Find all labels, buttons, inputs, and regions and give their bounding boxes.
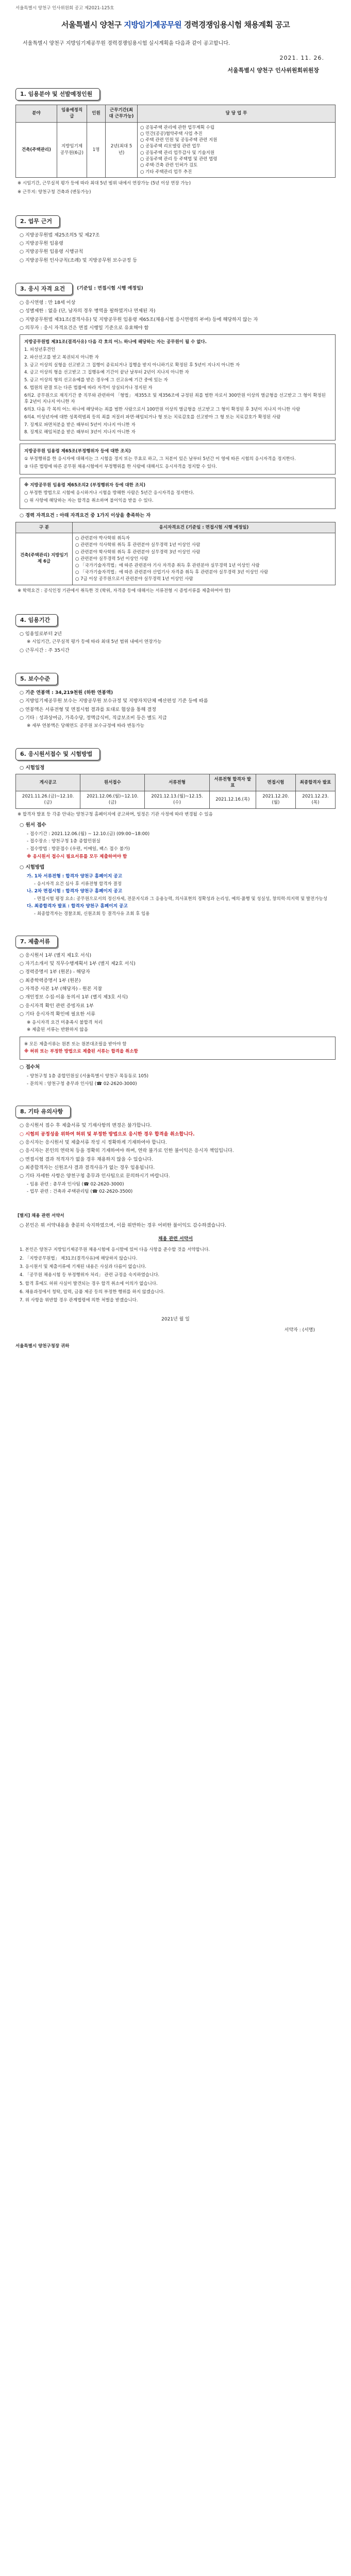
header-field: 분야 — [16, 105, 57, 122]
pledge-signature: 서약자 : (서명) — [284, 1327, 315, 1333]
misconduct-item: ① 부정행위를 한 응시자에 대해서는 그 시험을 정지 또는 무효로 하고, 그 처분이 있은 날부터 5년간 이 영에 따른 시험의 응시자격을 정지한다. — [24, 456, 296, 462]
cell-period: 2년(최대 5년) — [106, 122, 138, 178]
disqualification-heading: 지방공무원법 제31조(결격사유) 다음 각 호의 어느 하나에 해당하는 자는 공무원이 될 수 없다. — [24, 340, 207, 345]
misconduct-heading-2: ※ 지방공무원 임용령 제65조의2 (부정행위자 등에 대한 조치) — [24, 483, 146, 488]
disqualification-item: 3. 금고 이상의 실형을 선고받고 그 집행이 종료되거나 집행을 받지 아니하기로 확정된 후 5년이 지나지 아니한 자 — [24, 362, 240, 368]
qual-item: ○ 관련분야 실무경력 5년 이상인 사람 — [75, 556, 148, 562]
exam-method-subheading: ○ 시험방법 — [20, 865, 45, 871]
section-7-title: 7. 제출서류 — [15, 936, 58, 948]
sched-cell: 2021.12.16.(목) — [209, 791, 256, 809]
qual-item: ○ 「국가기술자격법」에 따른 관련분야 산업기사 자격증 취득 후 관련분야 실무경력 3년 이상인 사람 — [75, 570, 269, 575]
application-line: - 접수장소 : 양천구청 1층 종합민원실 — [27, 839, 101, 844]
term-line: ※ 시임기간, 근무실적 평가 등에 따라 최대 5년 범위 내에서 연장가능 — [27, 639, 162, 645]
application-line: - 접수기간 : 2021.12.06.(월) ~ 12.10.(금) (09:00~18:00) — [27, 831, 150, 837]
positions-table — [15, 105, 336, 178]
pledge-item: 7. 위 사항을 위반할 경우 관계법령에 의한 처벌을 받겠습니다. — [20, 1298, 138, 1303]
schedule-note: ※ 합격자 발표 등 각종 안내는 양천구청 홈페이지에 공고하며, 일정은 기관 사정에 따라 변경될 수 있음 — [18, 811, 213, 817]
reception-subheading: ○ 접수처 — [20, 1064, 40, 1071]
pledge-item: 3. 응시원서 및 제출서류에 기재된 내용은 사실과 다름이 없습니다. — [20, 1264, 146, 1270]
qualification-table-row — [16, 533, 336, 585]
pledge-title: 채용 관련 서약서 — [158, 1236, 193, 1242]
caution-line: ○ 시험의 공정성을 위하여 허위 및 부정한 방법으로 응시한 경우 합격을 취소합니다. — [20, 1131, 195, 1137]
misconduct-box-2 — [20, 478, 336, 509]
header-period: 근무기간(최대 근무가능) — [106, 105, 138, 122]
section-4-title: 4. 임용기간 — [15, 614, 58, 626]
header-grade: 임용예정직급 — [57, 105, 87, 122]
contact-line: - 임용 관련 : 총무과 인사팀 (☎ 02-2620-3000) — [27, 1181, 124, 1187]
cell-grade: 지방임기제공무원(6급) — [57, 122, 87, 178]
eligibility-line: ○ 의무자 : 응시 자격요건은 면접 시행일 기준으로 유효해야 함 — [20, 325, 149, 331]
legal-basis-line: ○ 지방공무원법 제25조의5 및 제27조 — [20, 232, 100, 238]
duty-item: ○ 공동주택 리모델링 관련 업무 — [140, 144, 200, 149]
document-notice: ※ 허위 또는 부정한 방법으로 제출된 서류는 합격을 취소함 — [24, 1049, 138, 1055]
qual-header-requirements: 응시자격요건 (기준일 : 면접시험 시행 예정일) — [73, 522, 336, 533]
exam-stage-heading: 나. 2차 면접시험 : 합격자 양천구 홈페이지 공고 — [27, 888, 123, 894]
section-6-title: 6. 응시원서접수 및 시험방법 — [15, 748, 100, 760]
disqualification-item: 1. 피성년후견인 — [24, 347, 56, 352]
disqualification-item: 2. 파산선고를 받고 복권되지 아니한 자 — [24, 354, 99, 360]
header-count: 인원 — [87, 105, 106, 122]
positions-table-row — [16, 122, 336, 178]
pledge-recipient: 서울특별시 양천구청장 귀하 — [15, 1343, 70, 1349]
sched-header: 면접시험 — [256, 774, 295, 791]
sched-cell: 2021.12.23.(목) — [295, 791, 335, 809]
document-line: ○ 자격증 사본 1부 (해당자) - 원본 지참 — [20, 986, 103, 992]
term-line: ○ 임용일로부터 2년 — [20, 631, 62, 637]
qual-header-category: 구 분 — [16, 522, 73, 533]
schedule-table-header — [16, 774, 336, 791]
section-8-title: 8. 기타 유의사항 — [15, 1106, 71, 1118]
eligibility-line: ○ 성별제한 : 없음 (단, 남자의 경우 병역을 필하였거나 면제된 자) — [20, 308, 156, 314]
sched-header: 최종합격자 발표 — [295, 774, 335, 791]
sched-cell: 2021.11.26.(금)~12.10.(금) — [16, 791, 80, 809]
sched-header: 게시공고 — [16, 774, 80, 791]
document-line: ○ 경력증명서 1부 (원본) - 해당자 — [20, 969, 90, 975]
section-3-heading — [15, 283, 336, 295]
document-line: ○ 응시자격 확인 관련 증빙자료 1부 — [20, 1003, 94, 1009]
caution-line: ○ 면접시험 결과 적격자가 없을 경우 채용하지 않을 수 있습니다. — [20, 1156, 154, 1162]
misconduct-item: ② 다른 법령에 따른 공무원 채용시험에서 부정행위를 한 사람에 대해서도 응시자격을 정지할 수 있다. — [24, 464, 217, 469]
disqualification-item: 8. 징계로 해임처분을 받은 때부터 3년이 지나지 아니한 자 — [24, 430, 136, 435]
legal-basis-line: ○ 지방공무원 임용령 — [20, 240, 63, 246]
schedule-table-row — [16, 791, 336, 809]
section-5-title: 5. 보수수준 — [15, 673, 58, 685]
duty-item: ○ 주택·건축 관련 인허가 검토 — [140, 163, 198, 168]
section-1-heading — [15, 88, 336, 100]
legal-basis-line: ○ 지방공무원 임용령 시행규칙 — [20, 249, 83, 255]
positions-note: ※ 시임기간, 근무실적 평가 등에 따라 최대 5년 범위 내에서 연장가능 (5년 이상 연장 가능) — [18, 181, 191, 186]
exam-stage-text: - 응시자격 요건 심사 후 서류전형 합격자 결정 — [34, 881, 122, 887]
exam-stage-text: - 면접시험 평정 요소: 공무원으로서의 정신자세, 전문지식과 그 응용능력, 의사표현의 정확성과 논리성, 예의·품행 및 성실성, 창의력·의지력 및 발전가능성 — [34, 896, 327, 902]
document-notice-box — [20, 1037, 336, 1060]
section-6-heading — [15, 748, 336, 760]
section-5-heading — [15, 673, 336, 685]
section-4-heading — [15, 614, 336, 626]
application-line: - 접수방법 : 방문접수 (우편, 이메일, 팩스 접수 불가) — [27, 846, 130, 852]
salary-line: ○ 지방임기제공무원 보수는 지방공무원 보수규정 및 지방자치단체 예산편성 기준 등에 따름 — [20, 698, 208, 704]
section-7-heading — [15, 936, 336, 948]
disqualification-item: 4. 금고 이상의 형을 선고받고 그 집행유예 기간이 끝난 날부터 2년이 지나지 아니한 자 — [24, 370, 189, 376]
positions-note: ※ 근무지: 양천구청 건축과 (변동가능) — [18, 190, 91, 195]
eligibility-line: ○ 응시연령 : 만 18세 이상 — [20, 299, 76, 306]
sched-cell: 2021.12.13.(월)~12.15.(수) — [145, 791, 209, 809]
application-warning: ※ 응시원서 접수시 필요서류를 모두 제출하여야 함 — [27, 854, 127, 859]
duty-item: ○ 공동주택 관리에 관한 업무계획 수립 — [140, 125, 215, 130]
exam-stage-heading: 가. 1차 서류전형 : 합격자 양천구 홈페이지 공고 — [27, 874, 123, 879]
misconduct-item: ○ 위 사항에 해당하는 자는 합격을 취소하며 불이익을 받을 수 있다. — [24, 498, 154, 503]
cell-duties — [138, 122, 336, 178]
schedule-table — [15, 774, 336, 809]
title-suffix: 경력경쟁임용시험 채용계획 공고 — [181, 20, 290, 30]
qual-cell-category: 건축(주택관리) 지방임기제 6급 — [16, 533, 73, 585]
page-title — [15, 20, 336, 31]
caution-line: ○ 기타 자세한 사항은 양천구청 총무과 인사팀으로 문의하시기 바랍니다. — [20, 1173, 170, 1179]
contact-line: - 업무 관련 : 건축과 주택관리팀 (☎ 02-2620-3500) — [27, 1189, 133, 1195]
pledge-item: 1. 본인은 양천구 지방임기제공무원 채용시험에 응시함에 있어 다음 사항을 준수할 것을 서약합니다. — [20, 1247, 210, 1253]
exam-stage-text: - 최종합격자는 경찰조회, 신원조회 등 결격사유 조회 후 임용 — [34, 911, 150, 917]
duty-item: ○ 기타 주택관리 업무 추진 — [140, 169, 192, 175]
document-line: ○ 개인정보 수집·이용 동의서 1부 (별지 제3호 서식) — [20, 994, 128, 1001]
section-3-title: 3. 응시 자격 요건 — [15, 283, 73, 295]
section-8-heading — [15, 1106, 336, 1118]
qual-item: ○ 7급 이상 공무원으로서 관련분야 실무경력 1년 이상인 사람 — [75, 577, 193, 582]
disqualification-item: 5. 금고 이상의 형의 선고유예를 받은 경우에 그 선고유예 기간 중에 있는 자 — [24, 378, 168, 383]
pledge-item: 4. 「공무원 채용시험 등 부정행위자 처리」 관련 규정을 숙지하였습니다. — [20, 1273, 160, 1278]
document-note: ※ 제출된 서류는 반환하지 않음 — [27, 1027, 89, 1033]
notice-date: 2021. 11. 26. — [279, 55, 324, 62]
positions-table-header — [16, 105, 336, 122]
pledge-intro: ○ 본인은 위 서약내용을 충분히 숙지하였으며, 이를 위반하는 경우 어떠한 불이익도 감수하겠습니다. — [20, 1223, 226, 1229]
document-line: ○ 응시원서 1부 (별지 제1호 서식) — [20, 952, 92, 958]
section-3-subtitle: (기준일 : 면접시험 시행 예정일) — [77, 286, 143, 292]
misconduct-item: ○ 부정한 방법으로 시험에 응시하거나 시험을 방해한 사람은 5년간 응시자격을 정지한다. — [24, 490, 194, 496]
eligibility-line: ○ 지방공무원법 제31조(결격사유) 및 지방공무원 임용령 제65조(채용시험 응시연령의 부여) 등에 해당하지 않는 자 — [20, 316, 258, 323]
sched-cell: 2021.12.20.(월) — [256, 791, 295, 809]
qual-item: ○ 관련분야 석사학위 취득 후 관련분야 실무경력 1년 이상인 사람 — [75, 543, 200, 548]
qual-item: ○ 관련분야 학사학위 취득 후 관련분야 실무경력 3년 이상인 사람 — [75, 549, 200, 555]
experience-requirement-note: ○ 경력 자격요건 : 아래 자격요건 중 1가지 이상을 충족하는 자 — [20, 512, 151, 518]
duty-item: ○ 민간(공공)협약주택 사업 추진 — [140, 131, 203, 137]
salary-line: ※ 세부 연봉액은 당해연도 공무원 보수규정에 따라 변동가능 — [27, 723, 145, 729]
qual-item: ○ 관련분야 박사학위 취득자 — [75, 536, 130, 541]
duty-item: ○ 공동주택 관리 업무감사 및 기술지원 — [140, 150, 215, 156]
pledge-item: 6. 채용과정에서 청탁, 압력, 금품 제공 등의 부정한 행위를 하지 않겠습니다. — [20, 1290, 165, 1295]
qualification-table-header — [16, 522, 336, 533]
legal-basis-line: ○ 지방공무원 인사규칙(조례) 및 지방공무원 보수규정 등 — [20, 257, 137, 263]
caution-line: ○ 응시자는 본인의 연락처 등을 정확히 기재하여야 하며, 연락 불가로 인한 불이익은 응시자 책임입니다. — [20, 1148, 234, 1154]
header-duties: 담 당 업 무 — [138, 105, 336, 122]
pledge-form-label: [별지] 채용 관련 서약서 — [18, 1213, 64, 1218]
document-line: ○ 기타 응시자격 확인에 필요한 서류 — [20, 1011, 95, 1018]
qual-cell-requirements — [73, 533, 336, 585]
duty-item: ○ 공동주택 관리 등 주택법 및 관련 법령 — [140, 157, 218, 162]
term-line: ○ 근무시간 : 주 35시간 — [20, 647, 70, 653]
pledge-date: 2021년 월 일 — [161, 1316, 190, 1322]
application-subheading: ○ 원서 접수 — [20, 822, 46, 828]
sched-header: 서류전형 — [145, 774, 209, 791]
title-prefix: 서울특별시 양천구 — [61, 20, 124, 30]
disqualification-item: 6. 법원의 판결 또는 다른 법률에 따라 자격이 상실되거나 정지된 자 — [24, 385, 153, 391]
disqualification-item: 6의4. 미성년자에 대한 성폭력범죄 등의 죄를 저질러 파면·해임되거나 형 또는 치료감호를 선고받아 그 형 또는 치료감호가 확정된 사람 — [24, 414, 281, 420]
qual-item: ○ 「국가기술자격법」에 따른 관련분야 기사 자격증 취득 후 관련분야 실무경력 1년 이상인 사람 — [75, 563, 260, 568]
issuing-organization: 서울특별시 양천구 인사위원회위원장 — [227, 67, 319, 74]
disqualification-item: 6의2. 공무원으로 재직기간 중 직무와 관련하여 「형법」 제355조 및 제356조에 규정된 죄를 범한 자로서 300만원 이상의 벌금형을 선고받고 그 형이 확정된 후 2년이 지나지 아니한 자 — [24, 393, 326, 405]
section-1-title: 1. 임용분야 및 선발예정인원 — [15, 88, 100, 100]
document-line: ○ 최종학력증명서 1부 (원본) — [20, 977, 81, 984]
pledge-item: 2. 「지방공무원법」 제31조(결격사유)에 해당하지 않습니다. — [20, 1256, 138, 1261]
salary-line: ○ 기타 : 성과상여금, 가족수당, 정액급식비, 직급보조비 등은 별도 지급 — [20, 715, 167, 721]
pledge-item: 5. 합격 후에도 허위 사실이 발견되는 경우 합격 취소에 이의가 없습니다. — [20, 1281, 158, 1286]
disqualification-box — [20, 334, 336, 440]
disqualification-item: 7. 징계로 파면처분을 받은 때부터 5년이 지나지 아니한 자 — [24, 422, 136, 428]
qualification-table — [15, 522, 336, 586]
cell-field: 건축(주택관리) — [16, 122, 57, 178]
document-notice: ※ 모든 제출서류는 원본 또는 원본대조필을 받아야 함 — [24, 1041, 127, 1047]
sched-cell: 2021.12.06.(월)~12.10.(금) — [80, 791, 145, 809]
disqualification-item: 6의3. 다음 각 목의 어느 하나에 해당하는 죄를 범한 사람으로서 100만원 이상의 벌금형을 선고받고 그 형이 확정된 후 3년이 지나지 아니한 사람 — [24, 407, 300, 412]
caution-line: ○ 최종합격자는 신원조사 결과 결격사유가 없는 경우 임용됩니다. — [20, 1164, 155, 1171]
sched-header: 원서접수 — [80, 774, 145, 791]
notice-number: 서울특별시 양천구 인사위원회 공고 제2021-125호 — [15, 6, 114, 11]
section-2-title: 2. 업무 근거 — [15, 215, 60, 228]
document-line: ○ 자기소개서 및 직무수행계획서 1부 (별지 제2호 서식) — [20, 961, 136, 967]
cell-count: 1명 — [87, 122, 106, 178]
qualification-note: ※ 학력요건 : 공식인정 기관에서 취득한 것 (학위, 자격증 등에 대해서는 서류전형 시 증빙서류를 제출하여야 함) — [18, 588, 230, 594]
caution-line: ○ 응시자는 응시원서 및 제출서류 작성 시 정확하게 기재하여야 합니다. — [20, 1139, 167, 1145]
reception-line: - 문의처 : 양천구청 총무과 인사팀 (☎ 02-2620-3000) — [27, 1081, 137, 1087]
reception-line: - 양천구청 1층 종합민원실 (서울특별시 양천구 목동동로 105) — [27, 1074, 148, 1079]
sched-header: 서류전형 합격자 발표 — [209, 774, 256, 791]
section-2-heading — [15, 215, 336, 228]
exam-stage-heading: 다. 최종합격자 발표 : 합격자 양천구 홈페이지 공고 — [27, 903, 128, 909]
duty-item: ○ 주택 관련 민원 및 공동주택 관련 지원 — [140, 138, 218, 143]
salary-line: ○ 연봉액은 서류전형 및 면접시험 결과를 토대로 협상을 통해 결정 — [20, 706, 157, 713]
document-note: ※ 응시자격 요건 미충족시 불합격 처리 — [27, 1020, 103, 1025]
misconduct-box — [20, 444, 336, 474]
caution-line: ○ 응시원서 접수 후 제출서류 및 기재사항의 변경은 불가합니다. — [20, 1123, 152, 1129]
misconduct-heading: 지방공무원 임용령 제65조(부정행위자 등에 대한 조치) — [24, 449, 131, 454]
intro-text: 서울특별시 양천구 지방임기제공무원 경력경쟁임용시험 실시계획을 다음과 같이 공고합니다. — [23, 41, 230, 47]
title-highlight: 지방임기제공무원 — [124, 20, 182, 30]
schedule-subheading: ○ 시험일정 — [20, 765, 45, 771]
salary-line: ○ 기준 연봉액 : 34,219천원 (하한 연봉액) — [20, 689, 113, 696]
